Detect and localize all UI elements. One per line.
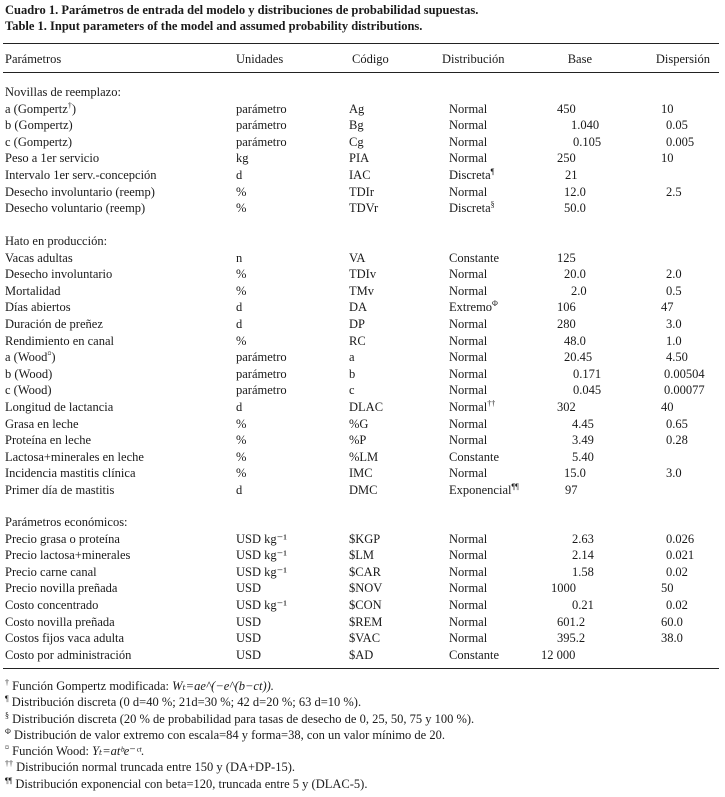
- row-units: d: [236, 168, 243, 182]
- row-base: 48.0: [564, 334, 586, 348]
- section-heading: Novillas de reemplazo:: [5, 85, 121, 99]
- row-base: 5.40: [572, 450, 594, 464]
- footnote-mark: §: [490, 199, 495, 209]
- row-units: %: [236, 201, 247, 215]
- row-distribution: Normal: [449, 185, 488, 199]
- row-code: $VAC: [349, 631, 381, 645]
- top-rule: [3, 43, 719, 44]
- row-distribution: Normal: [449, 615, 488, 629]
- row-code: DP: [349, 317, 365, 331]
- footnote-mark: ¤: [47, 348, 52, 358]
- row-base: 280: [557, 317, 576, 331]
- row-parameter: c (Wood): [5, 383, 52, 397]
- row-code: $REM: [349, 615, 383, 629]
- row-code: a: [349, 350, 355, 364]
- row-code: b: [349, 367, 356, 381]
- row-units: USD kg⁻¹: [236, 565, 287, 579]
- row-dispersion: 38.0: [661, 631, 683, 645]
- row-dispersion: 0.026: [666, 532, 695, 546]
- footnote: † Función Gompertz modificada: Wₜ=ae^(−e^(b−ct)).: [5, 677, 274, 693]
- row-code: Ag: [349, 102, 365, 116]
- header-distribucion: Distribución: [442, 52, 505, 66]
- footnote-mark: ††: [487, 398, 496, 408]
- row-distribution: Constante: [449, 251, 499, 265]
- header-parametros: Parámetros: [5, 52, 62, 66]
- bottom-rule: [3, 668, 719, 669]
- footnote-mark: Φ: [5, 726, 11, 736]
- row-units: parámetro: [236, 383, 287, 397]
- footnote-formula: Wₜ=ae^(−e^(b−ct)).: [172, 679, 274, 693]
- row-code: IAC: [349, 168, 371, 182]
- header-rule: [3, 72, 719, 73]
- row-distribution: Normal: [449, 367, 488, 381]
- row-code: %P: [349, 433, 367, 447]
- row-code: c: [349, 383, 355, 397]
- row-units: %: [236, 267, 247, 281]
- row-code: DA: [349, 300, 368, 314]
- row-code: PIA: [349, 151, 370, 165]
- row-distribution: Normal: [449, 267, 488, 281]
- section-heading: Parámetros económicos:: [5, 515, 128, 529]
- row-base: 1.040: [571, 118, 600, 132]
- row-dispersion: 0.005: [666, 135, 695, 149]
- row-dispersion: 0.28: [666, 433, 688, 447]
- row-dispersion: 2.0: [666, 267, 682, 281]
- row-code: $CAR: [349, 565, 381, 579]
- row-code: $CON: [349, 598, 382, 612]
- row-base: 250: [557, 151, 576, 165]
- row-parameter: Vacas adultas: [5, 251, 73, 265]
- row-base: 302: [557, 400, 576, 414]
- row-base: 106: [557, 300, 576, 314]
- row-parameter: Mortalidad: [5, 284, 61, 298]
- row-dispersion: 2.5: [666, 185, 682, 199]
- row-distribution: Normal††: [449, 398, 496, 414]
- row-dispersion: 47: [661, 300, 674, 314]
- footnote: †† Distribución normal truncada entre 150 y (DA+DP-15).: [5, 758, 295, 774]
- footnote-mark: ¶: [490, 166, 495, 176]
- row-parameter: Lactosa+minerales en leche: [5, 450, 144, 464]
- row-parameter: Precio carne canal: [5, 565, 97, 579]
- footnote-mark: ††: [5, 758, 13, 768]
- row-units: n: [236, 251, 243, 265]
- row-distribution: Normal: [449, 135, 488, 149]
- row-parameter: Intervalo 1er serv.-concepción: [5, 168, 157, 182]
- row-distribution: Normal: [449, 532, 488, 546]
- row-dispersion: 10: [661, 151, 674, 165]
- row-code: RC: [349, 334, 366, 348]
- row-base: 12 000: [541, 648, 576, 662]
- row-dispersion: 4.50: [666, 350, 688, 364]
- row-dispersion: 0.5: [666, 284, 682, 298]
- footnote-formula: Yₜ=atᵇe⁻ᶜᵗ.: [92, 744, 145, 758]
- row-parameter: Proteína en leche: [5, 433, 92, 447]
- row-units: USD: [236, 648, 262, 662]
- row-base: 20.45: [564, 350, 593, 364]
- row-code: DMC: [349, 483, 378, 497]
- row-distribution: Normal: [449, 350, 488, 364]
- row-distribution: Normal: [449, 433, 488, 447]
- footnote-mark: ¶: [5, 693, 9, 703]
- row-units: d: [236, 300, 243, 314]
- row-parameter: Desecho involuntario: [5, 267, 113, 281]
- footnote-mark: ¶¶: [5, 775, 13, 785]
- row-distribution: Normal: [449, 383, 488, 397]
- footnote: § Distribución discreta (20 % de probabilidad para tasas de desecho de 0, 25, 50, 75 y 100 %).: [5, 710, 475, 726]
- row-units: parámetro: [236, 102, 287, 116]
- row-parameter: Rendimiento en canal: [5, 334, 114, 348]
- row-parameter: Precio lactosa+minerales: [5, 548, 131, 562]
- row-code: TMv: [349, 284, 374, 298]
- row-base: 2.63: [572, 532, 594, 546]
- row-units: USD: [236, 615, 262, 629]
- row-base: 0.045: [573, 383, 602, 397]
- row-dispersion: 40: [661, 400, 674, 414]
- row-units: d: [236, 483, 243, 497]
- row-code: %LM: [349, 450, 379, 464]
- row-dispersion: 1.0: [666, 334, 682, 348]
- row-units: d: [236, 400, 243, 414]
- row-distribution: Normal: [449, 581, 488, 595]
- row-distribution: Normal: [449, 284, 488, 298]
- footnote-mark: ¶¶: [511, 481, 519, 491]
- header-dispersion: Dispersión: [655, 52, 710, 66]
- row-units: %: [236, 185, 247, 199]
- row-parameter: Costo concentrado: [5, 598, 99, 612]
- row-base: 395.2: [557, 631, 586, 645]
- row-dispersion: 0.02: [666, 565, 688, 579]
- row-code: $AD: [349, 648, 374, 662]
- header-base: Base: [567, 52, 592, 66]
- row-distribution: Constante: [449, 648, 499, 662]
- row-code: Bg: [349, 118, 364, 132]
- row-dispersion: 0.65: [666, 417, 688, 431]
- row-units: %: [236, 450, 247, 464]
- row-base: 1000: [551, 581, 576, 595]
- row-dispersion: 0.00077: [664, 383, 705, 397]
- row-units: %: [236, 433, 247, 447]
- row-distribution: Exponencial¶¶: [449, 481, 519, 497]
- row-base: 2.0: [571, 284, 587, 298]
- row-parameter: Grasa en leche: [5, 417, 79, 431]
- row-distribution: Normal: [449, 151, 488, 165]
- row-code: TDVr: [349, 201, 379, 215]
- row-units: %: [236, 417, 247, 431]
- row-distribution: Normal: [449, 631, 488, 645]
- row-units: %: [236, 334, 247, 348]
- row-base: 20.0: [564, 267, 586, 281]
- header-codigo: Código: [352, 52, 389, 66]
- row-distribution: Normal: [449, 548, 488, 562]
- row-parameter: Costo novilla preñada: [5, 615, 115, 629]
- footnote: ¶¶ Distribución exponencial con beta=120, truncada entre 5 y (DLAC-5).: [5, 775, 368, 791]
- row-code: IMC: [349, 466, 373, 480]
- row-distribution: Extremo$^\Phi$: [449, 298, 498, 314]
- row-code: VA: [349, 251, 366, 265]
- row-code: Cg: [349, 135, 364, 149]
- footnote: $^\Phi$ Distribución de valor extremo con escala=84 y forma=38, con un valor mínimo de 20.: [5, 726, 445, 742]
- row-code: TDIv: [349, 267, 377, 281]
- row-distribution: Normal: [449, 565, 488, 579]
- row-units: USD kg⁻¹: [236, 532, 287, 546]
- row-units: d: [236, 317, 243, 331]
- footnote-mark: Φ: [492, 298, 498, 308]
- row-dispersion: 0.05: [666, 118, 688, 132]
- row-units: parámetro: [236, 350, 287, 364]
- row-units: parámetro: [236, 367, 287, 381]
- row-parameter: Incidencia mastitis clínica: [5, 466, 136, 480]
- row-base: 2.14: [572, 548, 594, 562]
- row-distribution: Normal: [449, 317, 488, 331]
- row-base: 4.45: [572, 417, 594, 431]
- row-parameter: a (Wood¤): [5, 348, 56, 364]
- row-parameter: b (Gompertz): [5, 118, 73, 132]
- row-units: parámetro: [236, 135, 287, 149]
- row-dispersion: 10: [661, 102, 674, 116]
- row-dispersion: 0.021: [666, 548, 695, 562]
- row-units: USD kg⁻¹: [236, 548, 287, 562]
- footnote: ¶ Distribución discreta (0 d=40 %; 21d=30 %; 42 d=20 %; 63 d=10 %).: [5, 693, 362, 709]
- row-code: $KGP: [349, 532, 381, 546]
- row-distribution: Normal: [449, 334, 488, 348]
- row-code: $LM: [349, 548, 374, 562]
- row-base: 12.0: [564, 185, 586, 199]
- row-base: 50.0: [564, 201, 586, 215]
- row-distribution: Discreta¶: [449, 166, 495, 182]
- row-parameter: Costos fijos vaca adulta: [5, 631, 125, 645]
- row-units: USD: [236, 631, 262, 645]
- row-units: %: [236, 466, 247, 480]
- row-dispersion: 0.00504: [664, 367, 705, 381]
- row-distribution: Normal: [449, 118, 488, 132]
- row-parameter: b (Wood): [5, 367, 53, 381]
- row-parameter: Desecho involuntario (reemp): [5, 185, 155, 199]
- row-units: USD kg⁻¹: [236, 598, 287, 612]
- row-parameter: Longitud de lactancia: [5, 400, 114, 414]
- row-distribution: Normal: [449, 598, 488, 612]
- row-units: %: [236, 284, 247, 298]
- row-parameter: Costo por administración: [5, 648, 132, 662]
- row-code: TDIr: [349, 185, 374, 199]
- row-dispersion: 60.0: [661, 615, 683, 629]
- row-base: 3.49: [572, 433, 594, 447]
- row-base: 0.171: [573, 367, 602, 381]
- row-parameter: Primer día de mastitis: [5, 483, 115, 497]
- row-base: 125: [557, 251, 576, 265]
- row-distribution: Normal: [449, 466, 488, 480]
- row-distribution: Discreta§: [449, 199, 495, 215]
- row-base: 0.105: [573, 135, 602, 149]
- row-base: 0.21: [572, 598, 594, 612]
- row-code: DLAC: [349, 400, 384, 414]
- title-english: Table 1. Input parameters of the model and assumed probability distributions.: [5, 19, 423, 33]
- row-parameter: Duración de preñez: [5, 317, 103, 331]
- row-parameter: Peso a 1er servicio: [5, 151, 100, 165]
- section-heading: Hato en producción:: [5, 234, 108, 248]
- row-dispersion: 3.0: [666, 317, 682, 331]
- row-parameter: Desecho voluntario (reemp): [5, 201, 146, 215]
- row-base: 601.2: [557, 615, 586, 629]
- row-dispersion: 50: [661, 581, 674, 595]
- row-units: USD: [236, 581, 262, 595]
- row-distribution: Normal: [449, 417, 488, 431]
- row-base: 15.0: [564, 466, 586, 480]
- row-base: 450: [557, 102, 576, 116]
- row-code: %G: [349, 417, 369, 431]
- row-code: $NOV: [349, 581, 383, 595]
- row-parameter: Días abiertos: [5, 300, 71, 314]
- footnote-mark: †: [5, 677, 9, 687]
- row-parameter: c (Gompertz): [5, 135, 72, 149]
- footnote-mark: †: [67, 100, 72, 110]
- row-dispersion: 0.02: [666, 598, 688, 612]
- title-spanish: Cuadro 1. Parámetros de entrada del modelo y distribuciones de probabilidad supuestas.: [5, 3, 479, 17]
- row-base: 97: [565, 483, 578, 497]
- row-dispersion: 3.0: [666, 466, 682, 480]
- row-parameter: Precio grasa o proteína: [5, 532, 120, 546]
- header-unidades: Unidades: [236, 52, 284, 66]
- footnote: ¤ Función Wood: Yₜ=atᵇe⁻ᶜᵗ.: [5, 742, 145, 758]
- row-units: kg: [236, 151, 249, 165]
- footnote-mark: §: [5, 710, 9, 720]
- row-parameter: Precio novilla preñada: [5, 581, 118, 595]
- row-distribution: Normal: [449, 102, 488, 116]
- footnote-mark: ¤: [5, 742, 9, 752]
- row-parameter: a (Gompertz†): [5, 100, 76, 116]
- row-base: 1.58: [572, 565, 594, 579]
- row-distribution: Constante: [449, 450, 499, 464]
- row-units: parámetro: [236, 118, 287, 132]
- row-base: 21: [565, 168, 578, 182]
